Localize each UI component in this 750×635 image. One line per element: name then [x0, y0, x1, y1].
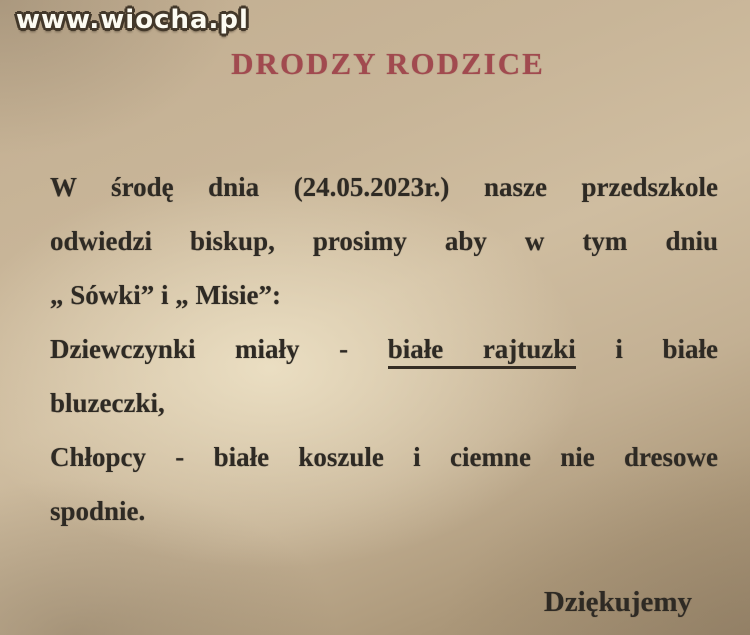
notice-line-2: odwiedzi biskup, prosimy aby w tym dniu [50, 226, 718, 256]
notice-line-6: Chłopcy - białe koszule i ciemne nie dresowe [50, 442, 718, 472]
notice-line-4-prefix: Dziewczynki miały - [50, 334, 349, 364]
notice-line-7: spodnie. [50, 496, 146, 526]
notice-line-4-suffix: i białe [615, 334, 718, 364]
notice-body [50, 160, 718, 538]
notice-line-3: „ Sówki” i „ Misie”: [50, 280, 282, 310]
underlined-phrase: białe rajtuzki [388, 334, 576, 369]
watermark-wiocha-logo: www.wiocha.pl [16, 5, 249, 35]
notice-title: DRODZY RODZICE [231, 46, 545, 81]
notice-line-5: bluzeczki, [50, 388, 165, 418]
notice-signoff: Dziękujemy [543, 586, 692, 618]
notice-line-4 [50, 322, 718, 376]
notice-line-1: W środę dnia (24.05.2023r.) nasze przedszkole [50, 172, 718, 202]
